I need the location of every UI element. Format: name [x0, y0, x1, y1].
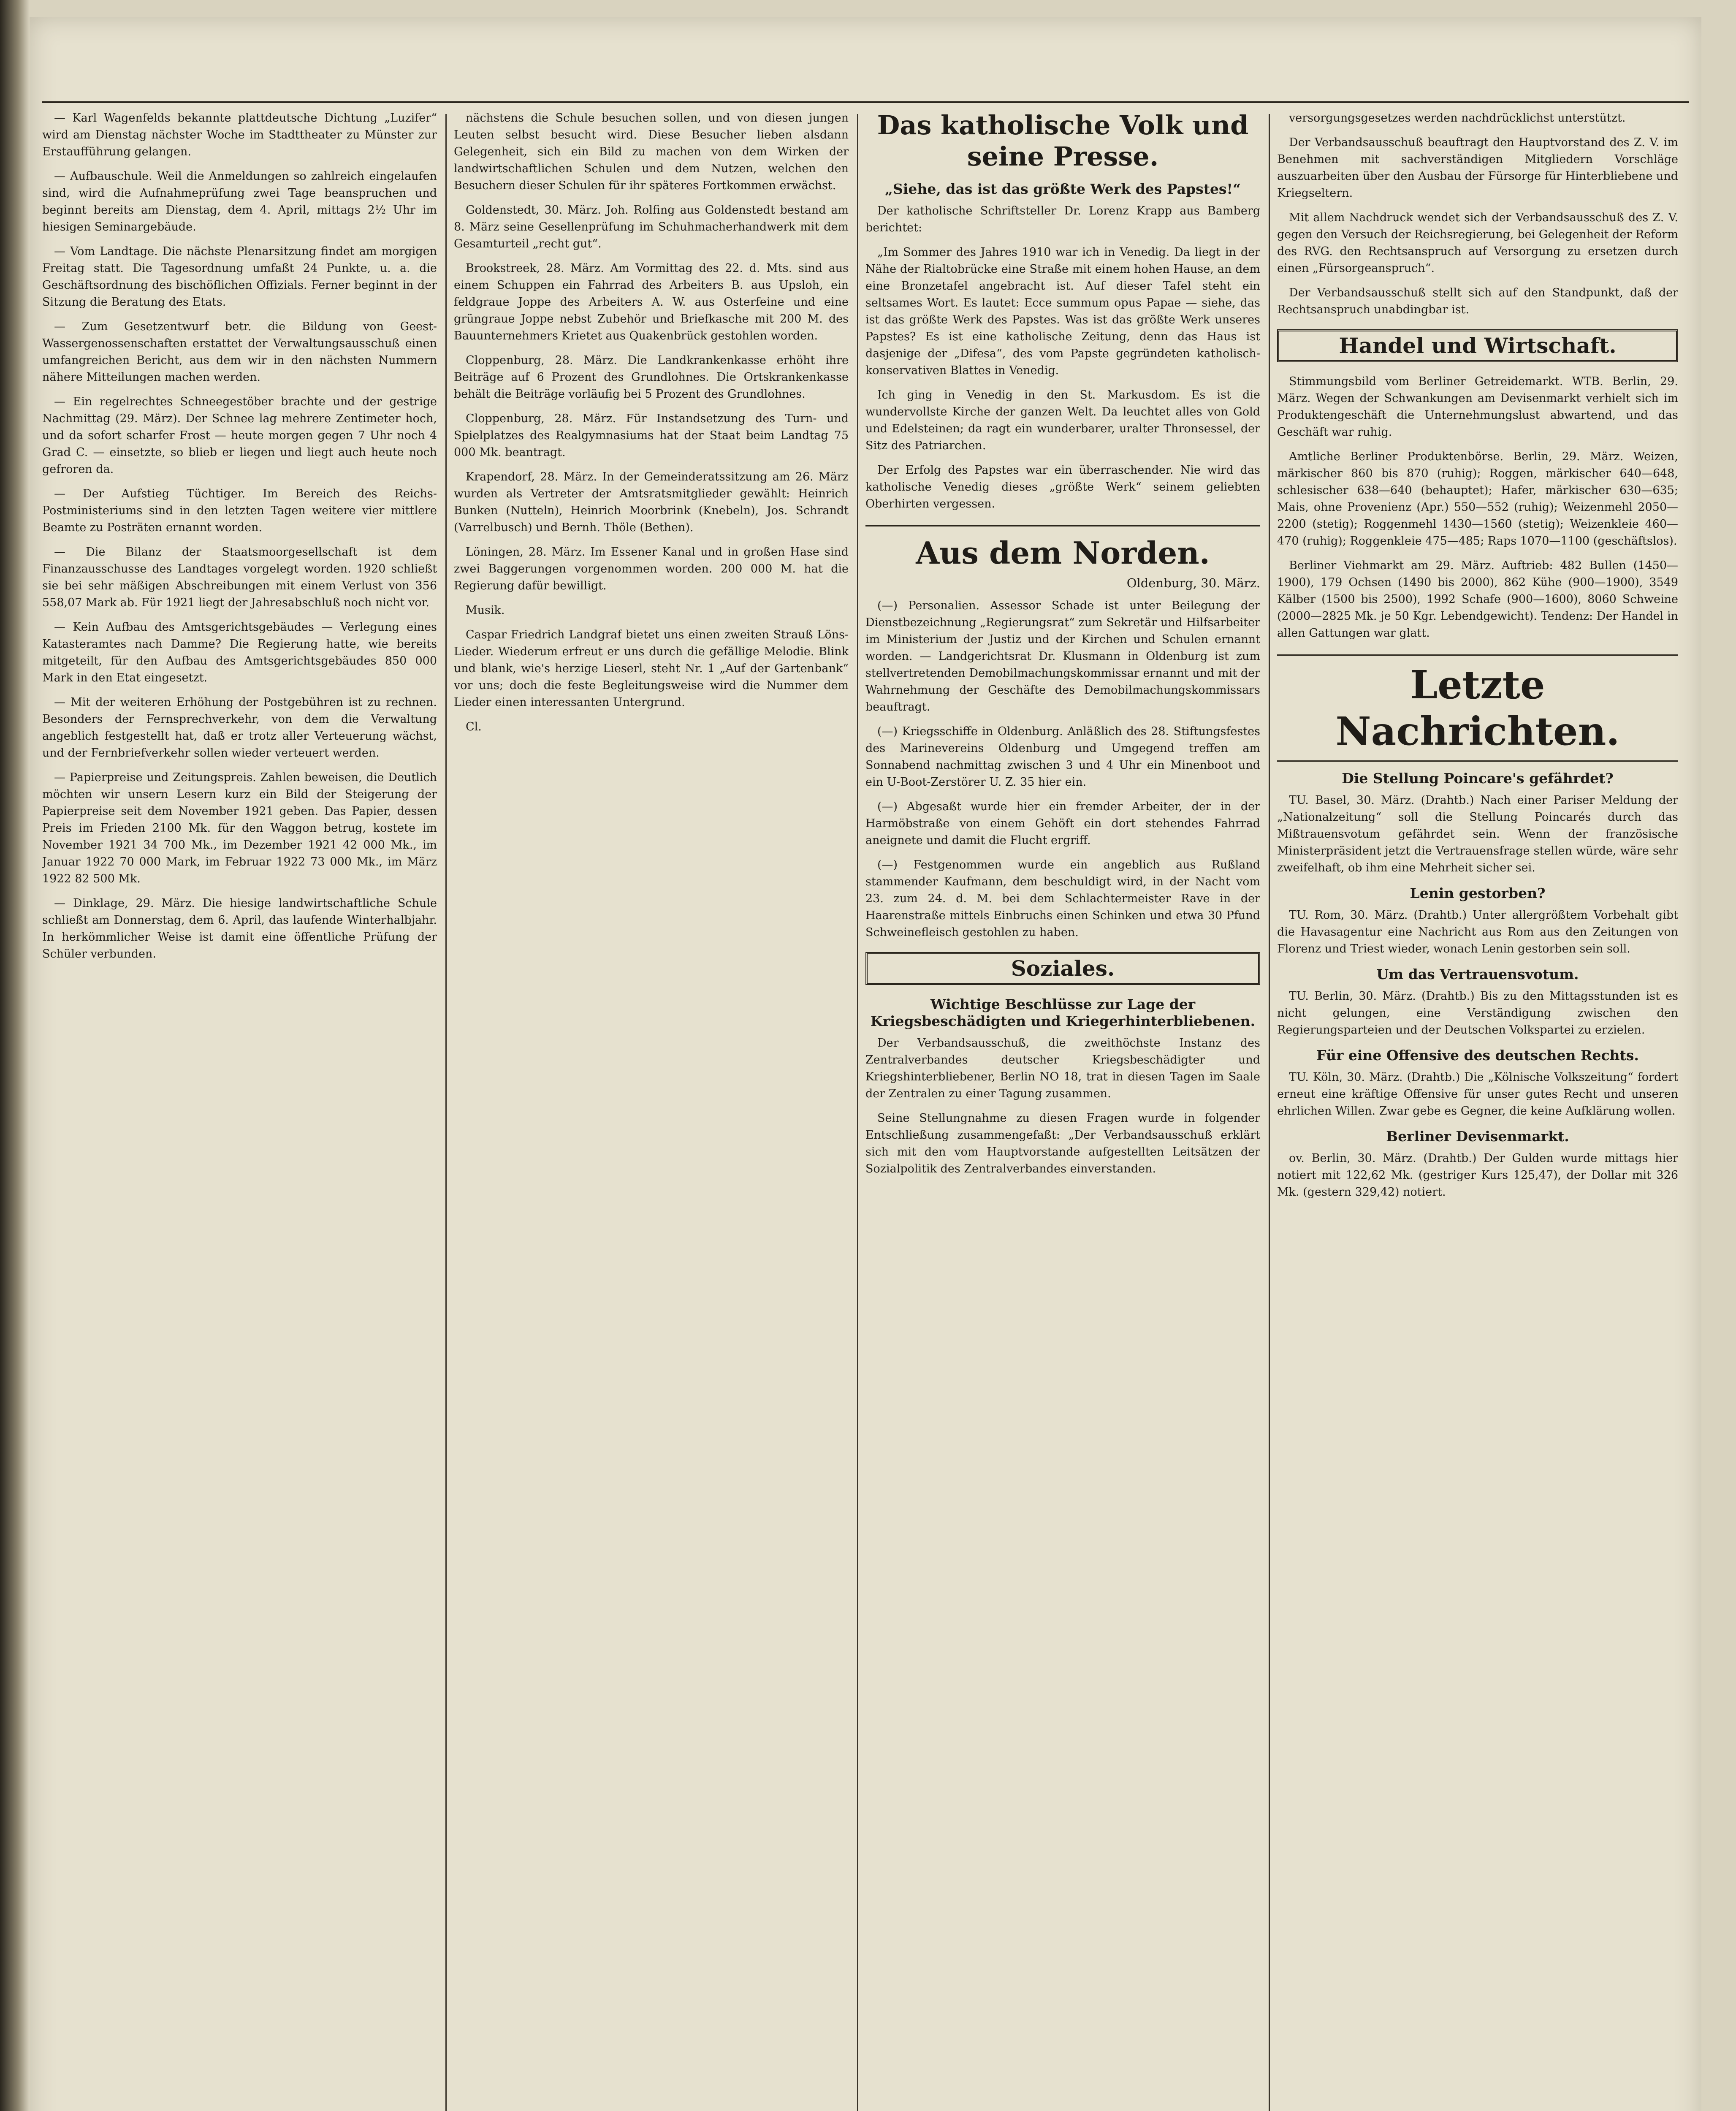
top-rule [42, 101, 1689, 103]
column-2 [454, 110, 849, 2111]
news-paragraph: — Die Bilanz der Staatsmoorgesellschaft ist dem Finanzausschusse des Landtages vorgelegt worden. 1920 schließt sie bei sehr mäßigen Abschreibungen mit einem Verlust von 356 558,07 Mark ab. Für 1921 liegt der Jahresabschluß noch nicht vor. [42, 545, 437, 609]
news-paragraph: Krapendorf, 28. März. In der Gemeinderatssitzung am 26. März wurden als Vertreter der Amtsratsmitglieder gewählt: Heinrich Bunken (Nutteln), Heinrich Moorbrink (Knebeln), Jos. Schrandt (Varrelbusch) und Bernh. Thöle (Bethen). [454, 470, 849, 534]
news-item-title: Berliner Devisenmarkt. [1386, 1128, 1569, 1145]
news-paragraph: — Ein regelrechtes Schneegestöber brachte und der gestrige Nachmittag (29. März). Der Schnee lag mehrere Zentimeter hoch, und da sofort scharfer Frost — heute morgen gegen 7 Uhr noch 4 Grad C. — einsetzte, so blieb er liegen und liegt auch heute noch gefroren da. [42, 395, 437, 476]
headline-katholische-presse: Das katholische Volk und seine Presse. [877, 110, 1249, 172]
newspaper-page [30, 17, 1701, 2111]
article-katholische-presse [865, 203, 1260, 513]
market-paragraph: Stimmungsbild vom Berliner Getreidemarkt. WTB. Berlin, 29. März. Wegen der Schwankungen am Devisenmarkt verhielt sich im Produktengeschäft die Unternehmungslust abwartend, und das Geschäft war ruhig. [1277, 375, 1678, 439]
news-paragraph: Cl. [466, 720, 482, 733]
news-item-title: Für eine Offensive des deutschen Rechts. [1316, 1047, 1639, 1064]
article-handel [1277, 373, 1678, 642]
article-paragraph: Ich ging in Venedig in den St. Markusdom. Es ist die wundervollste Kirche der ganzen Welt. Da leuchtet alles von Gold und Edelsteinen; da ragt ein wunderbarer, uralter Thronsessel, der Sitz des Patriarchen. [865, 388, 1260, 452]
news-paragraph: Cloppenburg, 28. März. Für Instandsetzung des Turn- und Spielplatzes des Realgymnasiums hat der Staat beim Landtag 75 000 Mk. beantragt. [454, 412, 849, 459]
article-paragraph: Der Verbandsausschuß beauftragt den Hauptvorstand des Z. V. im Benehmen mit sachverständigen Mitgliedern Vorschläge auszuarbeiten über den Ausbau der Fürsorge für Hinterbliebene und Kriegseltern. [1277, 136, 1678, 200]
column-1 [42, 110, 437, 2111]
article-soziales [865, 1035, 1260, 1178]
article-paragraph: Mit allem Nachdruck wendet sich der Verbandsausschuß des Z. V. gegen den Versuch der Reichsregierung, bei Gelegenheit der Reform des RVG. den Rechtsanspruch auf Versorgung zu ersetzen durch einen „Fürsorgeanspruch“. [1277, 211, 1678, 275]
market-paragraph: Amtliche Berliner Produktenbörse. Berlin, 29. März. Weizen, märkischer 860 bis 870 (ruhig); Roggen, märkischer 640—648, schlesischer 638—640 (behauptet); Hafer, märkischer 630—635; Mais, ohne Provenienz (Apr.) 550—552 (ruhig); Weizenmehl 2050—2200 (stetig); Roggenmehl 1430—1560 (stetig); Weizenkleie 460—470 (ruhig); Roggenkleie 475—485; Raps 1070—1100 (geschäftslos). [1277, 450, 1678, 548]
news-item-title: Um das Vertrauensvotum. [1376, 966, 1579, 982]
news-paragraph: Brookstreek, 28. März. Am Vormittag des 22. d. Mts. sind aus einem Schuppen ein Fahrrad des Arbeiters B. aus Upsloh, ein feldgraue Joppe des Arbeiters A. W. aus Osterfeine und eine grüngraue Joppe nebst Zubehör und Briefkasche mit 200 M. des Bauunternehmers Krietet aus Quakenbrück gestohlen worden. [454, 262, 849, 342]
news-paragraph: Cloppenburg, 28. März. Die Landkrankenkasse erhöht ihre Beiträge auf 6 Prozent des Grundlohnes. Die Ortskrankenkasse behält die Beiträge vorläufig bei 5 Prozent des Grundlohnes. [454, 354, 849, 401]
news-paragraph: Musik. [466, 604, 505, 617]
column-divider-2 [857, 114, 858, 2111]
section-handel-und-wirtschaft: Handel und Wirtschaft. [1277, 329, 1678, 362]
article-paragraph: Der Verbandsausschuß stellt sich auf den Standpunkt, daß der Rechtsanspruch unabdingbar ist. [1277, 286, 1678, 316]
news-paragraph: Caspar Friedrich Landgraf bietet uns einen zweiten Strauß Löns-Lieder. Wiederum erfreut er uns durch die gefällige Melodie. Blink und blank, wie's herzige Lieserl, steht Nr. 1 „Auf der Gartenbank“ vor uns; doch die feste Begleitungsweise wird die Nummer dem Lieder einen interessanten Untergrund. [454, 628, 849, 709]
news-item-body: TU. Köln, 30. März. (Drahtb.) Die „Kölnische Volkszeitung“ fordert erneut eine kräftige Offensive für unser gutes Recht und unseren ehrlichen Willen. Zwar gebe es Gegner, die keine Aufklärung wollen. [1277, 1071, 1678, 1118]
news-item-title: Lenin gestorben? [1410, 885, 1546, 901]
news-paragraph: — Mit der weiteren Erhöhung der Postgebühren ist zu rechnen. Besonders der Fernsprechverkehr, von dem die Verwaltung angeblich festgestellt hat, daß er trotz aller Verteuerung wächst, und der Fernbriefverkehr sollen wieder verteuert werden. [42, 696, 437, 760]
news-paragraph: — Papierpreise und Zeitungspreis. Zahlen beweisen, die Deutlich möchten wir unsern Lesern kurz ein Bild der Steigerung der Papierpreise seit dem November 1921 geben. Das Papier, dessen Preis im Frieden 2100 Mk. für den Waggon betrug, kostete im November 1921 34 700 Mk., im Dezember 1921 42 000 Mk., im Januar 1922 70 000 Mark, im Februar 1922 73 000 Mk., im März 1922 82 500 Mk. [42, 771, 437, 885]
article-paragraph: (—) Festgenommen wurde ein angeblich aus Rußland stammender Kaufmann, dem beschuldigt wird, in der Nacht vom 23. zum 24. d. M. bei dem Schlachtermeister Rave in der Haarenstraße mittels Einbruchs einen Schinken und etwa 30 Pfund Schweinefleisch gestohlen zu haben. [865, 858, 1260, 939]
section-soziales: Soziales. [865, 952, 1260, 985]
article-paragraph: (—) Personalien. Assessor Schade ist unter Beilegung der Dienstbezeichnung „Regierungsrat“ zum Sekretär und Hilfsarbeiter im Ministerium der Justiz und der Kirchen und Schulen ernannt worden. — Landgerichtsrat Dr. Klusmann in Oldenburg ist zum stellvertretenden Demobilmachungskommissar ernannt und mit der Wahrnehmung der Geschäfte des Demobilmachungskommissars beauftragt. [865, 599, 1260, 714]
news-paragraph: — Der Aufstieg Tüchtiger. Im Bereich des Reichs-Postministeriums sind in den letzten Tagen weitere vier mittlere Beamte zu Posträten ernannt worden. [42, 487, 437, 534]
article-paragraph: Der katholische Schriftsteller Dr. Lorenz Krapp aus Bamberg berichtet: [865, 204, 1260, 234]
headline-aus-dem-norden: Aus dem Norden. [865, 525, 1260, 572]
news-item-body: ov. Berlin, 30. März. (Drahtb.) Der Gulden wurde mittags hier notiert mit 122,62 Mk. (gestriger Kurs 125,47), der Dollar mit 326 Mk. (gestern 329,42) notiert. [1277, 1152, 1678, 1199]
page-fold-shadow [0, 0, 30, 2111]
column-divider-1 [445, 114, 447, 2111]
news-paragraph: nächstens die Schule besuchen sollen, und von diesen jungen Leuten selbst besucht wird. Diese Besucher lieben alsdann Gelegenheit, sich ein Bild zu machen von dem Wirken der landwirtschaftlichen Schulen und dem Nutzen, welchen den Besuchern dieser Schulen für ihr späteres Fortkommen erwächst. [454, 111, 849, 192]
article-aus-dem-norden [865, 597, 1260, 941]
article-paragraph: Der Erfolg des Papstes war ein überraschender. Nie wird das katholische Venedig dieses „größte Werk“ seinem geliebten Oberhirten vergessen. [865, 464, 1260, 510]
news-paragraph: — Vom Landtage. Die nächste Plenarsitzung findet am morgigen Freitag statt. Die Tagesordnung umfaßt 24 Punkte, u. a. die Geschäftsordnung des bischöflichen Offizials. Ferner beginnt in der Sitzung die Beratung des Etats. [42, 245, 437, 309]
article-paragraph: Der Verbandsausschuß, die zweithöchste Instanz des Zentralverbandes deutscher Kriegsbeschädigter und Kriegshinterbliebener, Berlin NO 18, trat in diesen Tagen im Saale der Zentralen zu einer Tagung zusammen. [865, 1037, 1260, 1100]
news-item-body: TU. Berlin, 30. März. (Drahtb.) Bis zu den Mittagsstunden ist es nicht gelungen, eine Verständigung zwischen den Regierungsparteien und der Deutschen Volkspartei zu erzielen. [1277, 990, 1678, 1037]
news-paragraph: — Kein Aufbau des Amtsgerichtsgebäudes — Verlegung eines Katasteramtes nach Damme? Die Regierung hatte, wie bereits mitgeteilt, für den Aufbau des Amtsgerichtsgebäudes 850 000 Mark in den Etat eingesetzt. [42, 621, 437, 684]
headline-quote: „Siehe, das ist das größte Werk des Papstes!“ [885, 181, 1241, 197]
news-item-body: TU. Basel, 30. März. (Drahtb.) Nach einer Pariser Meldung der „Nationalzeitung“ soll die Stellung Poincarés durch das Mißtrauensvotum gefährdet sein. Wenn der französische Ministerpräsident jetzt die Vertrauensfrage stellen würde, wäre sehr zweifelhaft, ob ihm eine Mehrheit sicher sei. [1277, 794, 1678, 874]
article-paragraph: (—) Abgesaßt wurde hier ein fremder Arbeiter, der in der Harmöbstraße von einem Gehöft ein dort stehendes Fahrrad aneignete und damit die Flucht ergriff. [865, 800, 1260, 847]
headline-kriegsbeschaedigte: Wichtige Beschlüsse zur Lage der Kriegsbeschädigten und Kriegerhinterbliebenen. [870, 996, 1256, 1029]
article-paragraph: (—) Kriegsschiffe in Oldenburg. Anläßlich des 28. Stiftungsfestes des Marinevereins Oldenburg und Umgegend treffen am Sonnabend nachmittag zwischen 3 und 4 Uhr ein Minenboot und ein U-Boot-Zerstörer U. Z. 35 hier ein. [865, 725, 1260, 789]
news-paragraph: — Zum Gesetzentwurf betr. die Bildung von Geest-Wassergenossenschaften erstattet der Verwaltungsausschuß einen umfangreichen Bericht, aus dem wir in den nächsten Nummern nähere Mitteilungen machen werden. [42, 320, 437, 384]
article-paragraph: Seine Stellungnahme zu diesen Fragen wurde in folgender Entschließung zusammengefaßt: „Der Verbandsausschuß erklärt sich mit den vom Hauptvorstande aufgestellten Leitsätzen der Sozialpolitik des Zentralverbandes einverstanden. [865, 1112, 1260, 1175]
article-paragraph: versorgungsgesetzes werden nachdrücklichst unterstützt. [1289, 111, 1626, 125]
column-4 [1277, 110, 1678, 2111]
news-paragraph: — Karl Wagenfelds bekannte plattdeutsche Dichtung „Luzifer“ wird am Dienstag nächster Woche im Stadttheater zu Münster zur Erstaufführung gelangen. [42, 111, 437, 158]
article-paragraph: „Im Sommer des Jahres 1910 war ich in Venedig. Da liegt in der Nähe der Rialtobrücke eine Straße mit einem hohen Hause, an dem eine Bronzetafel angebracht ist. Auf dieser Tafel steht ein seltsames Wort. Es lautet: Ecce summum opus Papae — siehe, das ist das größte Werk des Papstes. Was ist das größte Werk unseres Papstes? Es ist eine katholische Zeitung, denn das Haus ist dasjenige der „Difesa“, des vom Papste gegründeten katholisch-konservativen Blattes in Venedig. [865, 246, 1260, 377]
headline-letzte-nachrichten: Letzte Nachrichten. [1277, 654, 1678, 762]
column-divider-3 [1269, 114, 1270, 2111]
column-3 [865, 110, 1260, 2111]
news-paragraph: Goldenstedt, 30. März. Joh. Rolfing aus Goldenstedt bestand am 8. März seine Gesellenprüfung im Schuhmacherhandwerk mit dem Gesamturteil „recht gut“. [454, 204, 849, 250]
news-list [1277, 770, 1678, 1201]
market-paragraph: Berliner Viehmarkt am 29. März. Auftrieb: 482 Bullen (1450—1900), 179 Ochsen (1490 bis 2000), 862 Kühe (900—1900), 3549 Kälber (1500 bis 2500), 1992 Schafe (900—1600), 8060 Schweine (2000—2825 Mk. je 50 Kgr. Lebendgewicht). Tendenz: Der Handel in allen Gattungen war glatt. [1277, 559, 1678, 640]
dateline-oldenburg: Oldenburg, 30. März. [1126, 576, 1260, 590]
article-verbandsausschuss-cont [1277, 110, 1678, 318]
news-paragraph: — Aufbauschule. Weil die Anmeldungen so zahlreich eingelaufen sind, wird die Aufnahmeprüfung zwei Tage beanspruchen und beginnt bereits am Dienstag, dem 4. April, mittags 2½ Uhr im hiesigen Seminargebäude. [42, 170, 437, 233]
news-paragraph: Löningen, 28. März. Im Essener Kanal und in großen Hase sind zwei Baggerungen vorgenommen worden. 200 000 M. hat die Regierung dafür bewilligt. [454, 545, 849, 592]
news-item-title: Die Stellung Poincare's gefährdet? [1342, 770, 1614, 787]
news-item-body: TU. Rom, 30. März. (Drahtb.) Unter allergrößtem Vorbehalt gibt die Havasagentur eine Nachricht aus Rom aus den Zeitungen von Florenz und Triest wieder, wonach Lenin gestorben sein soll. [1277, 909, 1678, 955]
news-paragraph: — Dinklage, 29. März. Die hiesige landwirtschaftliche Schule schließt am Donnerstag, dem 6. April, das laufende Winterhalbjahr. In herkömmlicher Weise ist damit eine öffentliche Prüfung der Schüler verbunden. [42, 897, 437, 961]
